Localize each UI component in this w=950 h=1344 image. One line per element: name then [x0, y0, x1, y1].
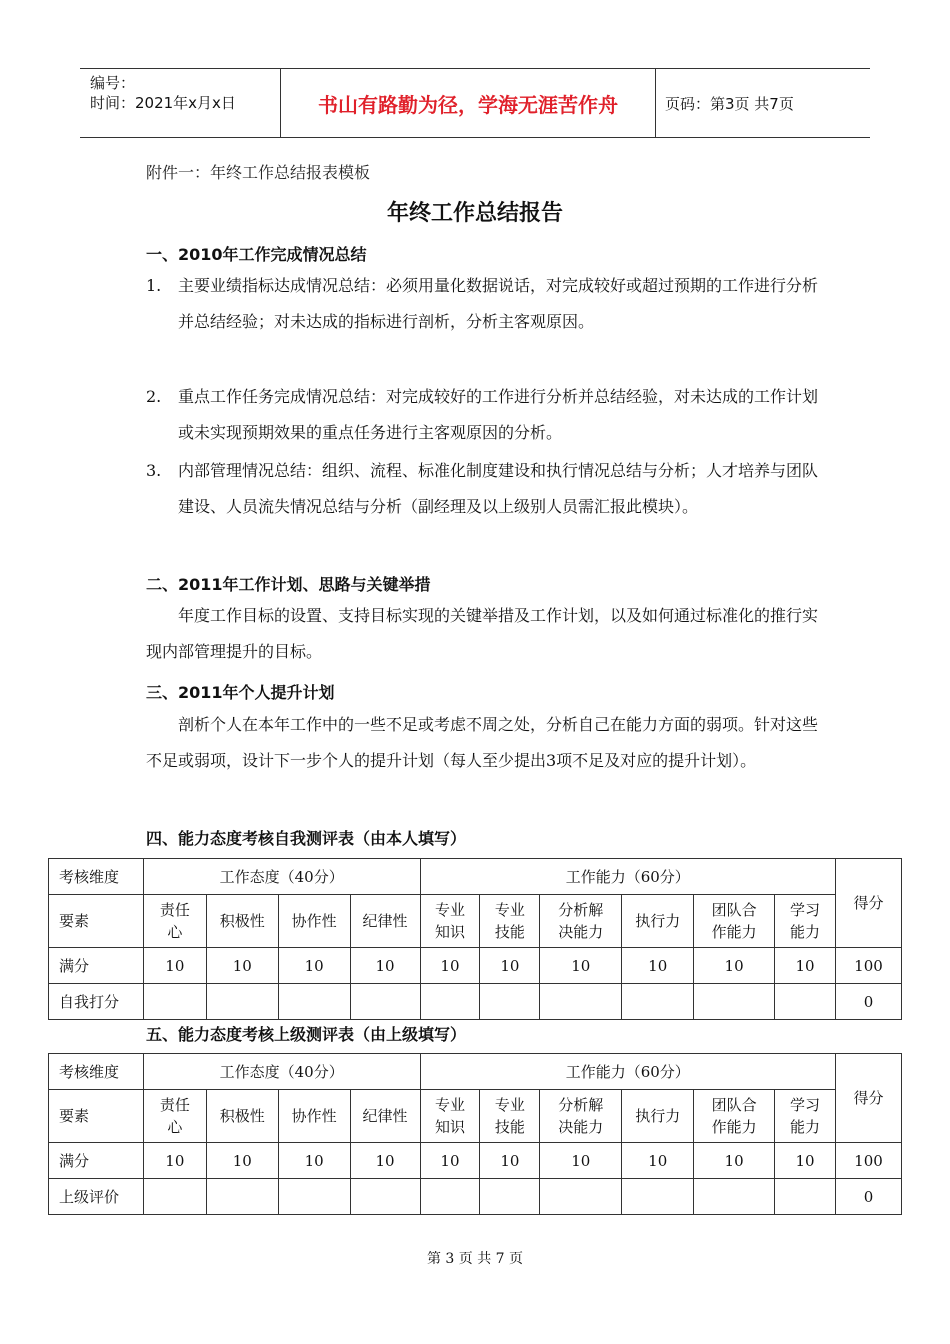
factor-cell: 团队合 作能力 [694, 1090, 775, 1143]
rating-input-cell[interactable] [420, 984, 480, 1020]
page-footer: 第 3 页 共 7 页 [426, 1251, 524, 1267]
list-item-text: 重点工作任务完成情况总结：对完成较好的工作进行分析并总结经验，对未达成的工作计划或未实现预期效果的重点任务进行主客观原因的分析。 [178, 387, 819, 442]
section-1-heading: 一、2010年工作完成情况总结 [146, 245, 367, 264]
list-item-3 [146, 453, 826, 525]
factor-cell: 专业 技能 [480, 895, 540, 948]
self-evaluation-table [48, 858, 902, 1020]
dimension-label: 考核维度 [49, 859, 144, 895]
header-motto: 书山有路勤为径，学海无涯苦作舟 [280, 69, 656, 137]
factor-cell: 纪律性 [350, 1090, 420, 1143]
full-score-cell: 10 [540, 948, 622, 984]
rating-input-cell[interactable] [206, 984, 278, 1020]
rating-input-cell[interactable] [206, 1179, 278, 1215]
factor-cell: 分析解 决能力 [540, 895, 622, 948]
full-score-label: 满分 [49, 948, 144, 984]
rating-input-cell[interactable] [143, 984, 206, 1020]
full-score-cell: 10 [420, 948, 480, 984]
factor-cell: 协作性 [278, 1090, 350, 1143]
rating-input-cell[interactable] [350, 984, 420, 1020]
full-score-cell: 10 [143, 1143, 206, 1179]
full-score-cell: 10 [775, 1143, 836, 1179]
factor-cell: 积极性 [206, 1090, 278, 1143]
rating-input-cell[interactable] [143, 1179, 206, 1215]
list-item-text: 内部管理情况总结：组织、流程、标准化制度建设和执行情况总结与分析；人才培养与团队建设、人员流失情况总结与分析（副经理及以上级别人员需汇报此模块）。 [178, 461, 819, 516]
rating-input-cell[interactable] [540, 984, 622, 1020]
rating-input-cell[interactable] [540, 1179, 622, 1215]
factor-cell: 学习 能力 [775, 895, 836, 948]
header-left [80, 69, 280, 137]
full-score-cell: 10 [480, 1143, 540, 1179]
section-5-heading: 五、能力态度考核上级测评表（由上级填写） [146, 1025, 467, 1044]
score-header: 得分 [835, 1054, 901, 1143]
list-item-2 [146, 379, 826, 451]
rating-input-cell[interactable] [775, 1179, 836, 1215]
attitude-group: 工作态度（40分） [143, 859, 420, 895]
ability-group: 工作能力（60分） [420, 859, 835, 895]
factor-cell: 责任 心 [143, 895, 206, 948]
full-score-cell: 10 [143, 948, 206, 984]
section-2-heading: 二、2011年工作计划、思路与关键举措 [146, 575, 431, 594]
dimension-label: 考核维度 [49, 1054, 144, 1090]
factor-cell: 专业 知识 [420, 895, 480, 948]
rating-input-cell[interactable] [350, 1179, 420, 1215]
full-score-cell: 10 [694, 948, 775, 984]
section-3-text: 剖析个人在本年工作中的一些不足或考虑不周之处，分析自己在能力方面的弱项。针对这些不足或弱项，设计下一步个人的提升计划（每人至少提出3项不足及对应的提升计划）。 [146, 715, 819, 770]
header-page-info: 页码：第3页 共7页 [665, 94, 794, 113]
full-score-total: 100 [835, 948, 901, 984]
factor-cell: 责任 心 [143, 1090, 206, 1143]
rating-total: 0 [835, 1179, 901, 1215]
factor-cell: 专业 技能 [480, 1090, 540, 1143]
ability-group: 工作能力（60分） [420, 1054, 835, 1090]
factor-cell: 执行力 [622, 1090, 694, 1143]
full-score-cell: 10 [775, 948, 836, 984]
supervisor-evaluation-table [48, 1053, 902, 1215]
factor-cell: 纪律性 [350, 895, 420, 948]
rating-total: 0 [835, 984, 901, 1020]
factor-cell: 学习 能力 [775, 1090, 836, 1143]
factor-label: 要素 [49, 895, 144, 948]
factor-cell: 团队合 作能力 [694, 895, 775, 948]
rating-input-cell[interactable] [480, 1179, 540, 1215]
rating-input-cell[interactable] [278, 1179, 350, 1215]
rating-input-cell[interactable] [622, 984, 694, 1020]
attachment-label: 附件一：年终工作总结报表模板 [146, 163, 371, 182]
document-title: 年终工作总结报告 [386, 201, 563, 226]
rating-input-cell[interactable] [694, 1179, 775, 1215]
full-score-cell: 10 [694, 1143, 775, 1179]
full-score-cell: 10 [350, 1143, 420, 1179]
full-score-cell: 10 [278, 948, 350, 984]
page-header [80, 68, 870, 138]
list-item-text: 主要业绩指标达成情况总结：必须用量化数据说话，对完成较好或超过预期的工作进行分析并总结经验；对未达成的指标进行剖析，分析主客观原因。 [178, 276, 819, 331]
factor-cell: 积极性 [206, 895, 278, 948]
full-score-cell: 10 [540, 1143, 622, 1179]
factor-cell: 专业 知识 [420, 1090, 480, 1143]
rating-input-cell[interactable] [775, 984, 836, 1020]
section-2-text: 年度工作目标的设置、支持目标实现的关键举措及工作计划，以及如何通过标准化的推行实现内部管理提升的目标。 [146, 606, 819, 661]
section-3-heading: 三、2011年个人提升计划 [146, 683, 335, 702]
full-score-cell: 10 [622, 1143, 694, 1179]
full-score-label: 满分 [49, 1143, 144, 1179]
factor-label: 要素 [49, 1090, 144, 1143]
full-score-cell: 10 [278, 1143, 350, 1179]
supervisor-rating-label: 上级评价 [49, 1179, 144, 1215]
full-score-cell: 10 [206, 948, 278, 984]
full-score-cell: 10 [420, 1143, 480, 1179]
list-item-1 [146, 268, 826, 340]
rating-input-cell[interactable] [480, 984, 540, 1020]
rating-input-cell[interactable] [278, 984, 350, 1020]
rating-input-cell[interactable] [694, 984, 775, 1020]
attitude-group: 工作态度（40分） [143, 1054, 420, 1090]
rating-input-cell[interactable] [622, 1179, 694, 1215]
section-4-heading: 四、能力态度考核自我测评表（由本人填写） [146, 829, 467, 848]
rating-input-cell[interactable] [420, 1179, 480, 1215]
self-rating-label: 自我打分 [49, 984, 144, 1020]
list-item-number: 1. [146, 276, 162, 295]
full-score-cell: 10 [480, 948, 540, 984]
full-score-cell: 10 [622, 948, 694, 984]
factor-cell: 协作性 [278, 895, 350, 948]
factor-cell: 执行力 [622, 895, 694, 948]
factor-cell: 分析解 决能力 [540, 1090, 622, 1143]
full-score-total: 100 [835, 1143, 901, 1179]
score-header: 得分 [835, 859, 901, 948]
list-item-number: 2. [146, 387, 162, 406]
time-label: 时间：2021年x月x日 [90, 94, 236, 112]
full-score-cell: 10 [206, 1143, 278, 1179]
number-label: 编号： [90, 74, 136, 92]
list-item-number: 3. [146, 461, 162, 480]
full-score-cell: 10 [350, 948, 420, 984]
